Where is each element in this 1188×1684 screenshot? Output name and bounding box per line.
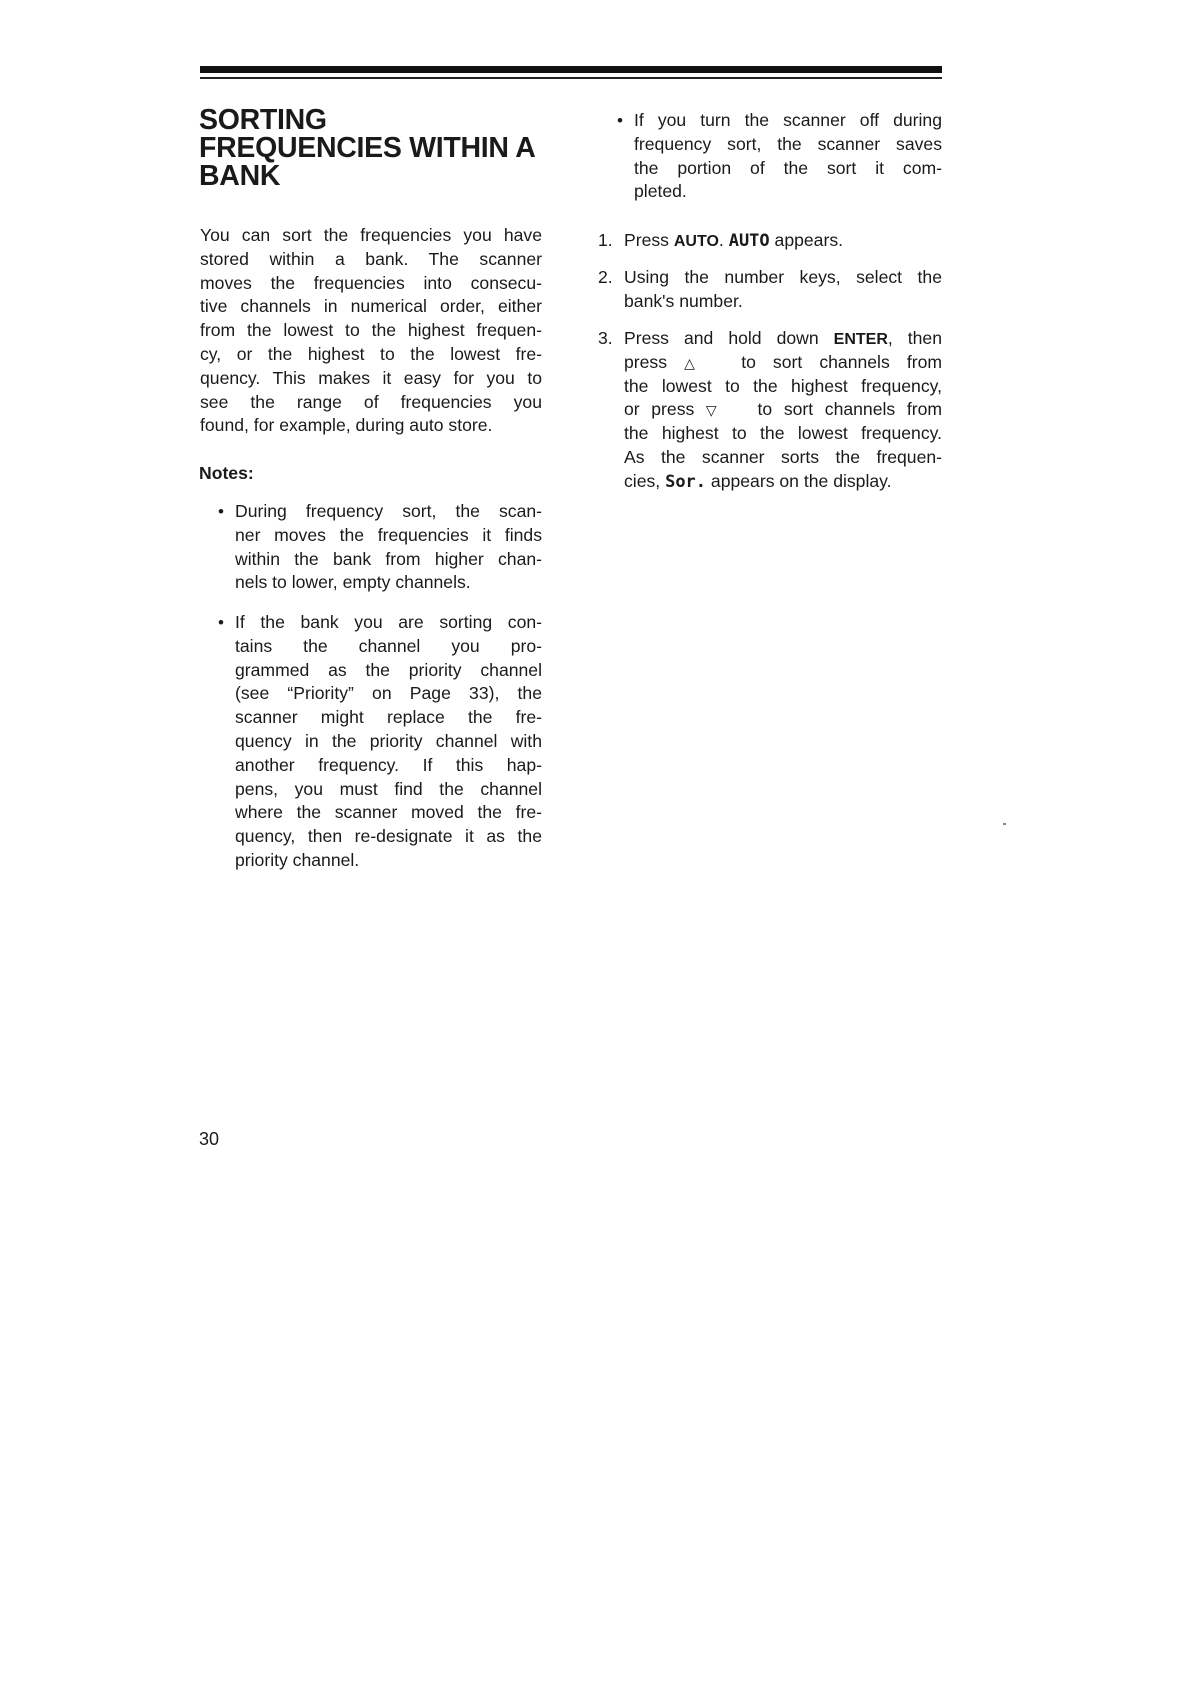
text-line: During frequency sort, the scan-: [235, 501, 542, 521]
text-line: grammed as the priority channel: [235, 659, 542, 680]
text-line: moves the frequencies into consecu-: [200, 272, 542, 293]
page-number: 30: [199, 1129, 220, 1149]
text-line: tains the channel you pro-: [235, 635, 542, 656]
text: press: [624, 351, 668, 372]
text-line: bank's number.: [624, 290, 743, 311]
text-line: nels to lower, empty channels.: [235, 572, 471, 593]
text-line: If the bank you are sorting con-: [235, 612, 542, 632]
text-line: cy, or the highest to the lowest fre-: [200, 343, 542, 364]
note-text: [634, 109, 942, 204]
text-line: ner moves the frequencies it finds: [235, 524, 542, 545]
text-line: pens, you must find the channel: [235, 778, 542, 799]
up-arrow-icon: △: [684, 354, 695, 371]
heading-line: FREQUENCIES WITHIN A: [199, 132, 536, 164]
note-text: [235, 611, 542, 873]
text-line: within the bank from higher chan-: [235, 548, 542, 569]
section-heading: [199, 106, 559, 190]
text: the lowest to the highest frequency,: [624, 375, 942, 396]
bullet-icon: •: [218, 502, 224, 521]
header-rule-thick: [200, 66, 942, 73]
text-line: priority channel.: [235, 849, 360, 870]
text-line: another frequency. If this hap-: [235, 754, 542, 775]
text: to sort channels from: [741, 351, 943, 372]
key-auto: AUTO: [673, 233, 719, 250]
note-item: [617, 109, 942, 204]
heading-line: SORTING: [199, 104, 327, 136]
text-line: If you turn the scanner off during: [634, 110, 942, 130]
text-line: (see “Priority” on Page 33), the: [235, 683, 542, 704]
text: .: [718, 230, 729, 250]
step-number: 3.: [598, 328, 613, 348]
text: to sort channels from: [757, 399, 943, 420]
bullet-icon: •: [617, 111, 623, 130]
notes-label: Notes:: [199, 463, 254, 483]
text-line: frequency sort, the scanner saves: [634, 133, 942, 154]
note-item: [218, 500, 542, 595]
text-line: You can sort the frequencies you have: [200, 225, 542, 245]
text-line: Using the number keys, select the: [624, 267, 942, 287]
header-rule-thin: [200, 77, 942, 79]
text: appears on the display.: [706, 470, 892, 491]
text: Press: [624, 230, 674, 250]
step-number: 2.: [598, 267, 613, 287]
text: , then: [887, 328, 942, 348]
bullet-icon: •: [218, 613, 224, 632]
note-item: [218, 611, 542, 873]
step-text: [624, 229, 942, 253]
display-sor: Sor.: [665, 471, 707, 492]
step-text: [624, 327, 942, 494]
text: Press and hold down: [624, 328, 834, 348]
text-line: quency, then re-designate it as the: [235, 826, 542, 847]
text: appears.: [769, 230, 844, 250]
text: or press: [624, 399, 695, 420]
step-number: 1.: [598, 230, 613, 250]
note-text: [235, 500, 542, 595]
text: the highest to the lowest frequency.: [624, 423, 942, 444]
text-line: stored within a bank. The scanner: [200, 248, 542, 269]
text-line: found, for example, during auto store.: [200, 415, 493, 436]
text: As the scanner sorts the frequen-: [624, 446, 942, 467]
intro-paragraph: [200, 224, 542, 438]
text-line: tive channels in numerical order, either: [200, 296, 542, 317]
text-line: quency in the priority channel with: [235, 730, 542, 751]
text-line: the portion of the sort it com-: [634, 157, 942, 178]
key-enter: ENTER: [833, 331, 888, 348]
text-line: quency. This makes it easy for you to: [200, 367, 542, 388]
display-auto: AUTO: [728, 231, 770, 251]
down-arrow-icon: ▽: [705, 402, 717, 419]
text-line: where the scanner moved the fre-: [235, 802, 542, 823]
text-line: from the lowest to the highest frequen-: [200, 320, 542, 341]
text-line: see the range of frequencies you: [200, 391, 542, 412]
text-line: scanner might replace the fre-: [235, 707, 542, 728]
text: cies,: [624, 470, 666, 491]
step-text: [624, 266, 942, 314]
text-line: pleted.: [634, 181, 687, 202]
heading-line: BANK: [199, 160, 281, 192]
scan-speck: [1003, 823, 1006, 825]
